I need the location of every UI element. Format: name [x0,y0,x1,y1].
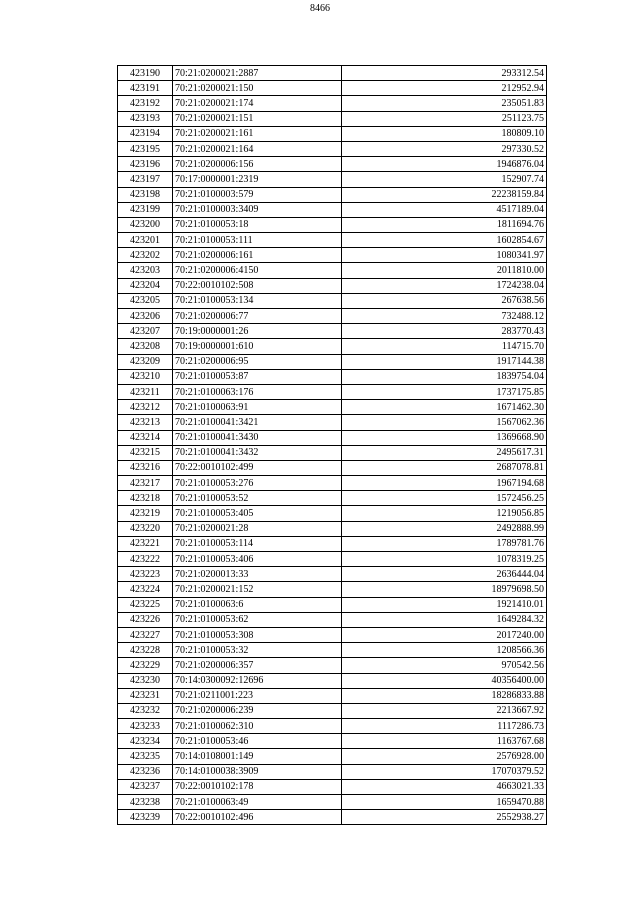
row-number-cell: 423205 [118,293,173,308]
row-number-cell: 423211 [118,384,173,399]
cadastral-number-cell: 70:21:0100053:114 [173,536,342,551]
cadastral-number-cell: 70:21:0200006:4150 [173,263,342,278]
value-cell: 1724238.04 [342,278,547,293]
table-row [118,263,547,278]
value-cell: 1967194.68 [342,476,547,491]
cadastral-number-cell: 70:21:0100053:46 [173,734,342,749]
table-row [118,187,547,202]
registry-table-body [118,66,547,825]
row-number-cell: 423225 [118,597,173,612]
value-cell: 297330.52 [342,141,547,156]
cadastral-number-cell: 70:21:0200021:150 [173,81,342,96]
table-row [118,202,547,217]
table-row [118,369,547,384]
value-cell: 4517189.04 [342,202,547,217]
table-row [118,278,547,293]
cadastral-number-cell: 70:14:0300092:12696 [173,673,342,688]
value-cell: 1219056.85 [342,506,547,521]
cadastral-number-cell: 70:21:0200021:164 [173,141,342,156]
table-row [118,339,547,354]
cadastral-number-cell: 70:21:0100053:32 [173,643,342,658]
cadastral-number-cell: 70:21:0100053:405 [173,506,342,521]
row-number-cell: 423230 [118,673,173,688]
value-cell: 1117286.73 [342,719,547,734]
row-number-cell: 423228 [118,643,173,658]
table-row [118,96,547,111]
cadastral-number-cell: 70:19:0000001:610 [173,339,342,354]
value-cell: 267638.56 [342,293,547,308]
table-row [118,445,547,460]
table-row [118,779,547,794]
row-number-cell: 423224 [118,582,173,597]
cadastral-number-cell: 70:21:0200006:156 [173,157,342,172]
table-row [118,506,547,521]
value-cell: 1080341.97 [342,248,547,263]
cadastral-number-cell: 70:21:0100053:134 [173,293,342,308]
value-cell: 2576928.00 [342,749,547,764]
row-number-cell: 423203 [118,263,173,278]
row-number-cell: 423227 [118,627,173,642]
row-number-cell: 423236 [118,764,173,779]
value-cell: 1789781.76 [342,536,547,551]
row-number-cell: 423216 [118,460,173,475]
row-number-cell: 423190 [118,66,173,81]
row-number-cell: 423222 [118,552,173,567]
row-number-cell: 423237 [118,779,173,794]
row-number-cell: 423218 [118,491,173,506]
cadastral-number-cell: 70:21:0100063:6 [173,597,342,612]
cadastral-number-cell: 70:22:0010102:499 [173,460,342,475]
table-row [118,157,547,172]
row-number-cell: 423191 [118,81,173,96]
value-cell: 17070379.52 [342,764,547,779]
cadastral-number-cell: 70:21:0100063:176 [173,384,342,399]
row-number-cell: 423207 [118,324,173,339]
row-number-cell: 423238 [118,795,173,810]
row-number-cell: 423213 [118,415,173,430]
value-cell: 114715.70 [342,339,547,354]
table-row [118,627,547,642]
row-number-cell: 423197 [118,172,173,187]
value-cell: 1208566.36 [342,643,547,658]
cadastral-number-cell: 70:14:0100038:3909 [173,764,342,779]
table-row [118,749,547,764]
table-row [118,354,547,369]
value-cell: 2636444.04 [342,567,547,582]
cadastral-number-cell: 70:21:0100063:49 [173,795,342,810]
value-cell: 1737175.85 [342,384,547,399]
cadastral-number-cell: 70:21:0100053:308 [173,627,342,642]
value-cell: 251123.75 [342,111,547,126]
row-number-cell: 423220 [118,521,173,536]
value-cell: 1811694.76 [342,217,547,232]
value-cell: 235051.83 [342,96,547,111]
cadastral-number-cell: 70:21:0100003:579 [173,187,342,202]
cadastral-number-cell: 70:21:0211001:223 [173,688,342,703]
table-row [118,141,547,156]
cadastral-number-cell: 70:14:0108001:149 [173,749,342,764]
row-number-cell: 423232 [118,703,173,718]
cadastral-number-cell: 70:17:0000001:2319 [173,172,342,187]
row-number-cell: 423212 [118,400,173,415]
row-number-cell: 423223 [118,567,173,582]
table-row [118,658,547,673]
cadastral-number-cell: 70:21:0200006:95 [173,354,342,369]
table-row [118,172,547,187]
row-number-cell: 423219 [118,506,173,521]
row-number-cell: 423196 [118,157,173,172]
row-number-cell: 423192 [118,96,173,111]
cadastral-number-cell: 70:21:0200021:28 [173,521,342,536]
cadastral-number-cell: 70:22:0010102:496 [173,810,342,825]
table-row [118,430,547,445]
value-cell: 1572456.25 [342,491,547,506]
value-cell: 2492888.99 [342,521,547,536]
table-row [118,324,547,339]
value-cell: 732488.12 [342,309,547,324]
table-row [118,643,547,658]
table-row [118,552,547,567]
row-number-cell: 423198 [118,187,173,202]
row-number-cell: 423234 [118,734,173,749]
row-number-cell: 423202 [118,248,173,263]
cadastral-number-cell: 70:21:0200021:152 [173,582,342,597]
cadastral-number-cell: 70:21:0100041:3421 [173,415,342,430]
cadastral-number-cell: 70:21:0100053:18 [173,217,342,232]
row-number-cell: 423208 [118,339,173,354]
row-number-cell: 423206 [118,309,173,324]
value-cell: 18286833.88 [342,688,547,703]
cadastral-number-cell: 70:21:0100063:91 [173,400,342,415]
cadastral-number-cell: 70:21:0200013:33 [173,567,342,582]
table-row [118,309,547,324]
cadastral-number-cell: 70:21:0200006:77 [173,309,342,324]
value-cell: 40356400.00 [342,673,547,688]
table-row [118,293,547,308]
table-row [118,415,547,430]
registry-table [117,65,547,825]
value-cell: 1602854.67 [342,233,547,248]
table-row [118,688,547,703]
table-row [118,521,547,536]
table-row [118,536,547,551]
row-number-cell: 423200 [118,217,173,232]
value-cell: 180809.10 [342,126,547,141]
cadastral-number-cell: 70:21:0200021:161 [173,126,342,141]
cadastral-number-cell: 70:21:0100053:276 [173,476,342,491]
table-row [118,612,547,627]
table-row [118,795,547,810]
value-cell: 2017240.00 [342,627,547,642]
row-number-cell: 423199 [118,202,173,217]
value-cell: 1671462.30 [342,400,547,415]
row-number-cell: 423221 [118,536,173,551]
value-cell: 212952.94 [342,81,547,96]
row-number-cell: 423214 [118,430,173,445]
table-row [118,126,547,141]
cadastral-number-cell: 70:21:0100053:111 [173,233,342,248]
cadastral-number-cell: 70:21:0200006:357 [173,658,342,673]
table-row [118,597,547,612]
cadastral-number-cell: 70:21:0100041:3430 [173,430,342,445]
value-cell: 2495617.31 [342,445,547,460]
row-number-cell: 423210 [118,369,173,384]
row-number-cell: 423209 [118,354,173,369]
cadastral-number-cell: 70:21:0100062:310 [173,719,342,734]
value-cell: 2213667.92 [342,703,547,718]
row-number-cell: 423201 [118,233,173,248]
cadastral-number-cell: 70:21:0100003:3409 [173,202,342,217]
row-number-cell: 423229 [118,658,173,673]
value-cell: 970542.56 [342,658,547,673]
cadastral-number-cell: 70:22:0010102:508 [173,278,342,293]
value-cell: 2687078.81 [342,460,547,475]
value-cell: 1946876.04 [342,157,547,172]
cadastral-number-cell: 70:21:0100053:62 [173,612,342,627]
table-row [118,764,547,779]
table-row [118,703,547,718]
table-row [118,673,547,688]
value-cell: 1839754.04 [342,369,547,384]
row-number-cell: 423204 [118,278,173,293]
value-cell: 4663021.33 [342,779,547,794]
row-number-cell: 423217 [118,476,173,491]
table-row [118,217,547,232]
page-number: 8466 [310,3,330,14]
row-number-cell: 423239 [118,810,173,825]
table-row [118,384,547,399]
table-row [118,476,547,491]
table-row [118,400,547,415]
cadastral-number-cell: 70:21:0100041:3432 [173,445,342,460]
row-number-cell: 423233 [118,719,173,734]
row-number-cell: 423195 [118,141,173,156]
cadastral-number-cell: 70:21:0200021:2887 [173,66,342,81]
row-number-cell: 423193 [118,111,173,126]
cadastral-number-cell: 70:21:0100053:52 [173,491,342,506]
row-number-cell: 423235 [118,749,173,764]
table-row [118,233,547,248]
value-cell: 1369668.90 [342,430,547,445]
table-row [118,719,547,734]
cadastral-number-cell: 70:22:0010102:178 [173,779,342,794]
row-number-cell: 423231 [118,688,173,703]
value-cell: 1567062.36 [342,415,547,430]
value-cell: 18979698.50 [342,582,547,597]
table-row [118,491,547,506]
table-row [118,111,547,126]
value-cell: 1163767.68 [342,734,547,749]
value-cell: 2552938.27 [342,810,547,825]
table-row [118,66,547,81]
cadastral-number-cell: 70:19:0000001:26 [173,324,342,339]
value-cell: 22238159.84 [342,187,547,202]
table-row [118,810,547,825]
value-cell: 1921410.01 [342,597,547,612]
cadastral-number-cell: 70:21:0100053:406 [173,552,342,567]
table-row [118,582,547,597]
value-cell: 1078319.25 [342,552,547,567]
value-cell: 283770.43 [342,324,547,339]
table-row [118,81,547,96]
row-number-cell: 423226 [118,612,173,627]
table-row [118,248,547,263]
table-row [118,460,547,475]
value-cell: 1917144.38 [342,354,547,369]
value-cell: 293312.54 [342,66,547,81]
cadastral-number-cell: 70:21:0200006:161 [173,248,342,263]
value-cell: 1659470.88 [342,795,547,810]
table-row [118,567,547,582]
value-cell: 1649284.32 [342,612,547,627]
cadastral-number-cell: 70:21:0200006:239 [173,703,342,718]
value-cell: 152907.74 [342,172,547,187]
row-number-cell: 423194 [118,126,173,141]
cadastral-number-cell: 70:21:0200021:174 [173,96,342,111]
row-number-cell: 423215 [118,445,173,460]
cadastral-number-cell: 70:21:0100053:87 [173,369,342,384]
cadastral-number-cell: 70:21:0200021:151 [173,111,342,126]
table-row [118,734,547,749]
value-cell: 2011810.00 [342,263,547,278]
